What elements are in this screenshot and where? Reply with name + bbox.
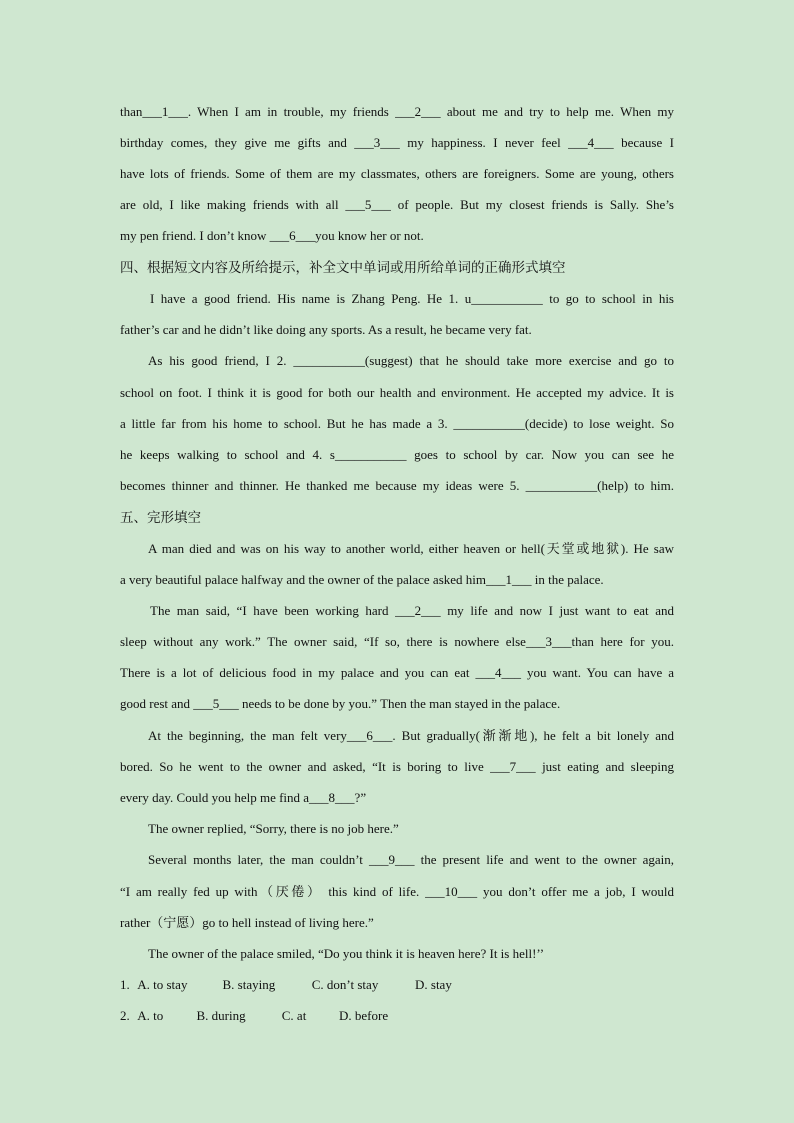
option-c: C. don’t stay [311, 977, 379, 992]
passage-line: have lots of friends. Some of them are my classmates, others are foreigners. Some are young, others [120, 166, 674, 181]
passage-line: rather（宁愿）go to hell instead of living here.” [120, 915, 374, 930]
passage-line: birthday comes, they give me gifts and ___3___ my happiness. I never feel ___4___ because I [120, 135, 674, 150]
passage-line: At the beginning, the man felt very___6___. But gradually(渐渐地), he felt a bit lonely and [148, 728, 674, 743]
passage-line: The man said, “I have been working hard ___2___ my life and now I just want to eat and [150, 603, 674, 618]
option-row [120, 1008, 388, 1024]
passage-line: than___1___. When I am in trouble, my friends ___2___ about me and try to help me. When my [120, 104, 674, 119]
option-row [120, 977, 452, 993]
passage-line: A man died and was on his way to another world, either heaven or hell(天堂或地狱). He saw [148, 541, 674, 556]
passage-line: bored. So he went to the owner and asked, “It is boring to live ___7___ just eating and sleeping [120, 759, 674, 774]
passage-line: I have a good friend. His name is Zhang Peng. He 1. u___________ to go to school in his [150, 291, 674, 306]
section-heading: 五、完形填空 [120, 510, 201, 526]
passage-line: are old, I like making friends with all ___5___ of people. But my closest friends is Sally. She’s [120, 197, 674, 212]
passage-line: “I am really fed up with（厌倦） this kind of life. ___10___ you don’t offer me a job, I would [120, 884, 674, 899]
passage-line: The owner of the palace smiled, “Do you think it is heaven here? It is hell!’’ [148, 946, 545, 961]
option-b: B. staying [222, 977, 276, 992]
passage-line: Several months later, the man couldn’t ___9___ the present life and went to the owner again, [148, 852, 674, 867]
passage-line: good rest and ___5___ needs to be done by you.” Then the man stayed in the palace. [120, 696, 561, 711]
passage-line: school on foot. I think it is good for both our health and environment. He accepted my advice. It is [120, 385, 674, 400]
passage-line: The owner replied, “Sorry, there is no job here.” [148, 821, 399, 836]
option-number: 2. [120, 1008, 130, 1023]
section-heading: 四、根据短文内容及所给提示，补全文中单词或用所给单词的正确形式填空 [120, 260, 566, 276]
option-a: A. to [137, 1008, 164, 1023]
passage-line: sleep without any work.” The owner said, “If so, there is nowhere else___3___than here for you. [120, 634, 674, 649]
option-a: A. to stay [137, 977, 188, 992]
passage-line: every day. Could you help me find a___8___?” [120, 790, 367, 805]
option-d: D. before [339, 1008, 389, 1023]
passage-line: a very beautiful palace halfway and the owner of the palace asked him___1___ in the palace. [120, 572, 604, 587]
passage-line: There is a lot of delicious food in my palace and you can eat ___4___ you want. You can have a [120, 665, 674, 680]
passage-line: my pen friend. I don’t know ___6___you know her or not. [120, 228, 424, 243]
passage-line: becomes thinner and thinner. He thanked me because my ideas were 5. ___________(help) to him. [120, 478, 674, 493]
option-c: C. at [281, 1008, 307, 1023]
option-d: D. stay [415, 977, 452, 992]
passage-line: As his good friend, I 2. ___________(suggest) that he should take more exercise and go to [148, 353, 674, 368]
option-number: 1. [120, 977, 130, 992]
passage-line: father’s car and he didn’t like doing any sports. As a result, he became very fat. [120, 322, 532, 337]
option-b: B. during [196, 1008, 246, 1023]
passage-line: he keeps walking to school and 4. s___________ goes to school by car. Now you can see he [120, 447, 674, 462]
passage-line: a little far from his home to school. But he has made a 3. ___________(decide) to lose weight. So [120, 416, 674, 431]
